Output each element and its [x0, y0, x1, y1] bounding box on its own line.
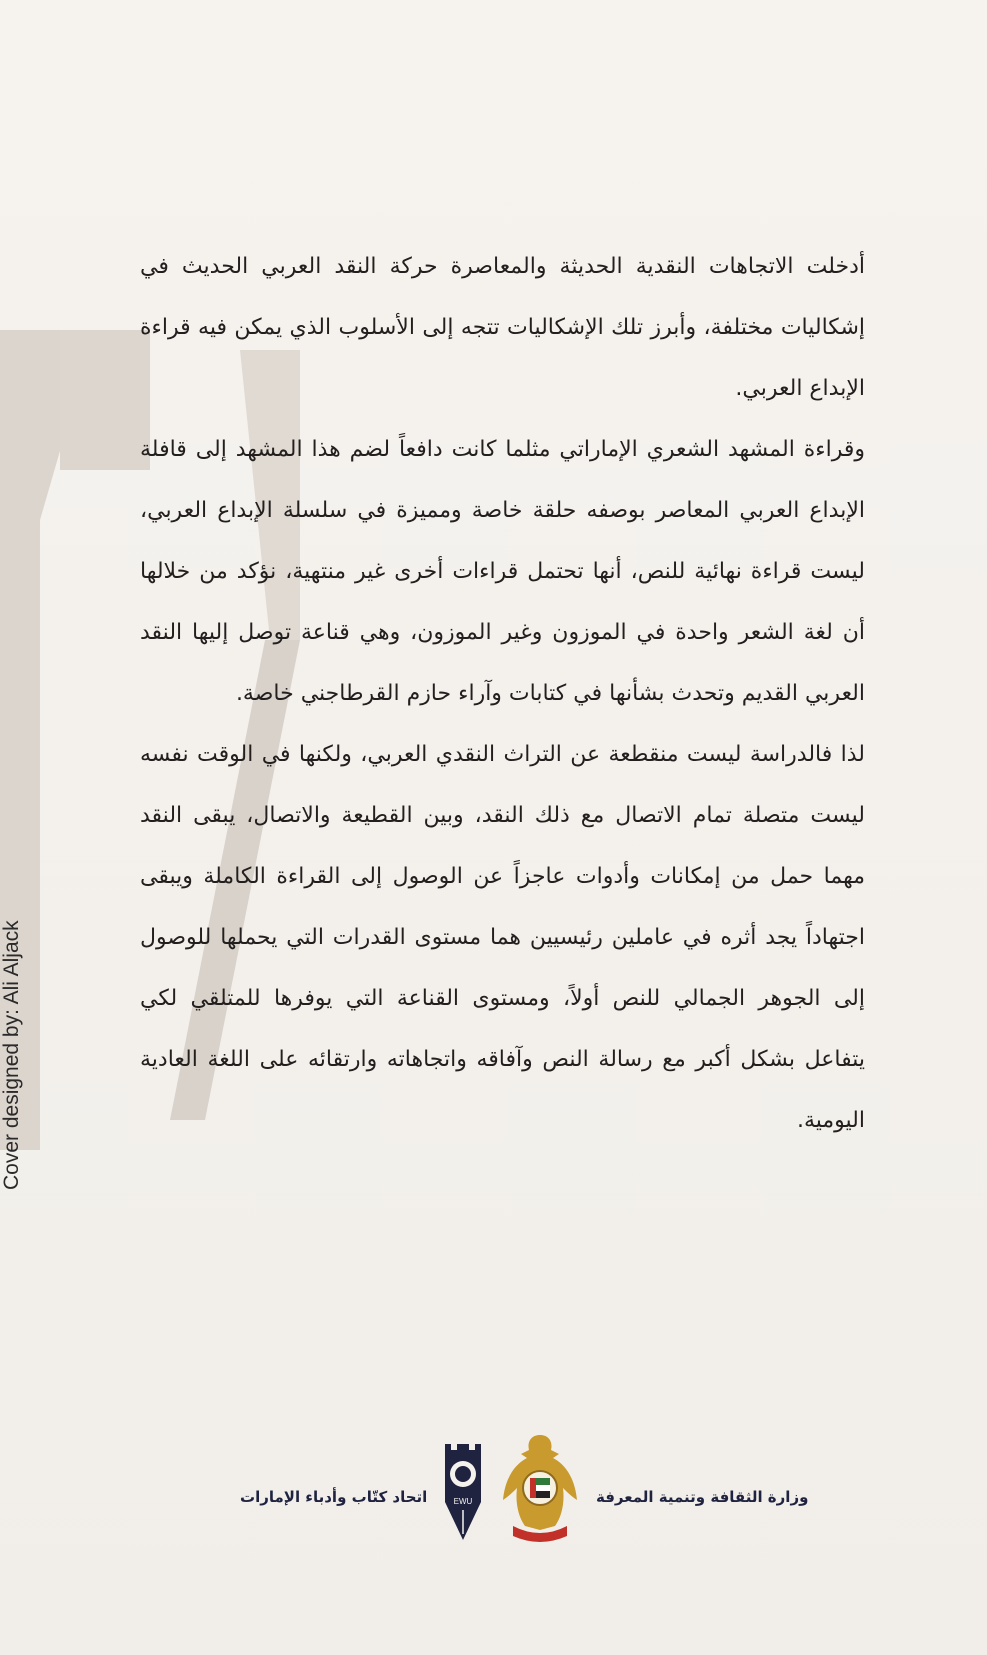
uae-eagle-emblem-icon — [495, 1430, 585, 1545]
blurb-paragraph-2: وقراءة المشهد الشعري الإماراتي مثلما كانت دافعاً لضم هذا المشهد إلى قافلة الإبداع العربي المعاصر بوصفه حلقة خاصة ومميزة في سلسلة الإبداع العربي، ليست قراءة نهائية للنص، أنها تحتمل قراءات أخرى غير منتهية، نؤكد من خلالها أن لغة الشعر واحدة في الموزون وغير الموزون، وهي قناعة توصل إليها النقد العربي القديم وتحدث بشأنها في كتابات وآراء حازم القرطاجني خاصة. — [140, 437, 865, 706]
back-cover-blurb — [140, 236, 865, 1151]
publisher-footer — [0, 1430, 987, 1580]
writers-union-name: اتحاد كتّاب وأدباء الإمارات — [240, 1488, 428, 1506]
blurb-paragraph-3: لذا فالدراسة ليست منقطعة عن التراث النقدي العربي، ولكنها في الوقت نفسه ليست متصلة تمام الاتصال مع ذلك النقد، وبين القطيعة والاتصال، يبقى النقد مهما حمل من إمكانات وأدوات عاجزاً عن الوصول إلى القراءة الكاملة ويبقى اجتهاداً يجد أثره في عاملين رئيسيين هما مستوى القدرات التي يحملها للوصول إلى الجوهر الجمالي للنص أولاً، ومستوى القناعة التي يوفرها للمتلقي لكي يتفاعل بشكل أكبر مع رسالة النص وآفاقه واتجاهاته وارتقائه على اللغة العادية اليومية. — [140, 742, 865, 1133]
cover-designer-credit: Cover designed by: Ali Aljack — [0, 920, 23, 1190]
ewu-pen-nib-logo-icon — [437, 1440, 489, 1545]
blurb-paragraph-1: أدخلت الاتجاهات النقدية الحديثة والمعاصرة حركة النقد العربي الحديث في إشكاليات مختلفة، وأبرز تلك الإشكاليات تتجه إلى الأسلوب الذي يمكن فيه قراءة الإبداع العربي. — [140, 254, 865, 401]
ewu-logo-text: EWU — [453, 1497, 473, 1506]
ministry-name: وزارة الثقافة وتنمية المعرفة — [596, 1488, 809, 1506]
